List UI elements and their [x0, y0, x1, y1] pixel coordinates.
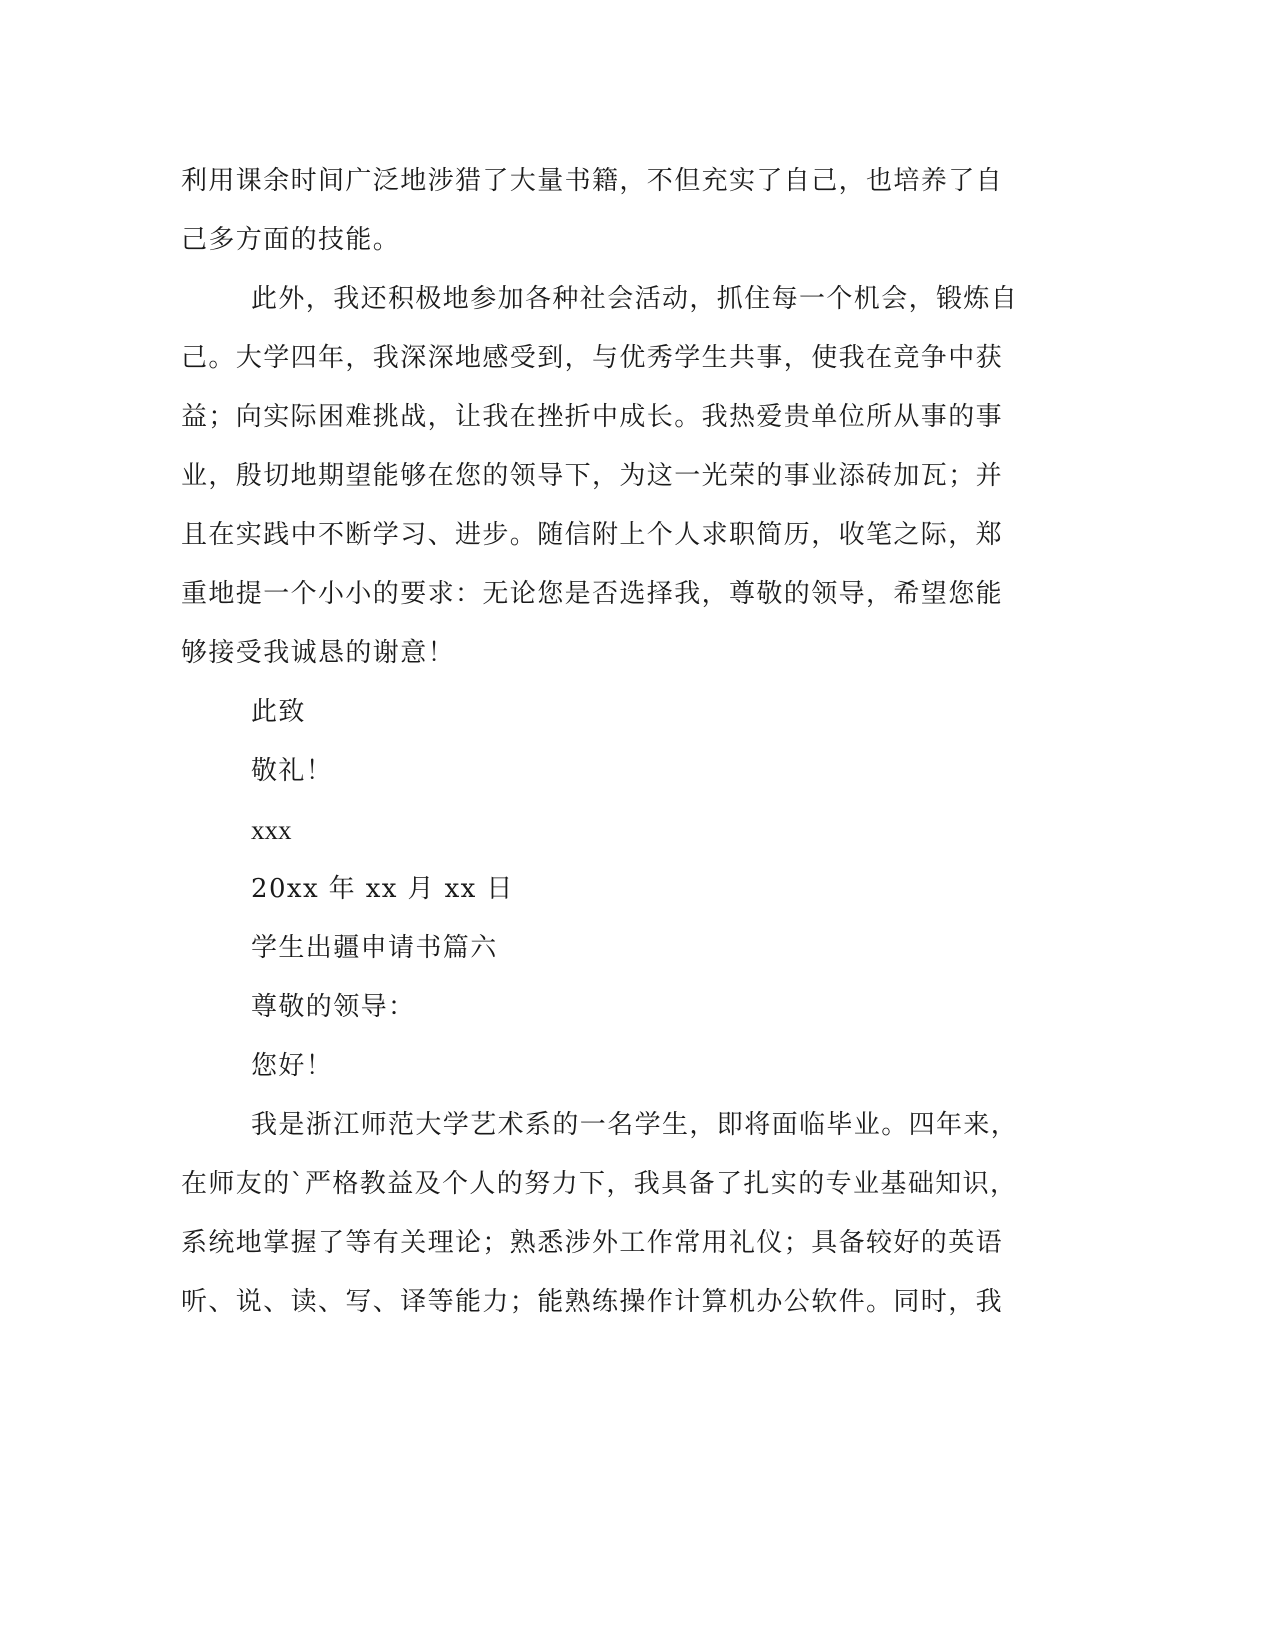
letter-greeting: 尊敬的领导：	[251, 992, 416, 1022]
text-line: 业，殷切地期望能够在您的领导下，为这一光荣的事业添砖加瓦；并	[181, 461, 1004, 491]
letter-hello: 您好！	[251, 1051, 334, 1081]
signature-name: xxx	[251, 815, 292, 845]
closing-regards: 敬礼！	[251, 756, 334, 786]
text-line: 在师友的`严格教益及个人的努力下，我具备了扎实的专业基础知识，	[181, 1169, 1018, 1199]
closing-salutation: 此致	[251, 697, 306, 727]
text-line: 益；向实际困难挑战，让我在挫折中成长。我热爱贵单位所从事的事	[181, 402, 1004, 432]
text-line: 利用课余时间广泛地涉猎了大量书籍，不但充实了自己，也培养了自	[181, 166, 1004, 196]
signature-date: 20xx 年 xx 月 xx 日	[251, 874, 514, 904]
text-line: 听、说、读、写、译等能力；能熟练操作计算机办公软件。同时，我	[181, 1287, 1004, 1317]
paragraph-start-line: 此外，我还积极地参加各种社会活动，抓住每一个机会，锻炼自	[251, 284, 1019, 314]
section-heading: 学生出疆申请书篇六	[251, 933, 498, 963]
text-line: 够接受我诚恳的谢意！	[181, 638, 456, 668]
text-line: 系统地掌握了等有关理论；熟悉涉外工作常用礼仪；具备较好的英语	[181, 1228, 1004, 1258]
text-line: 且在实践中不断学习、进步。随信附上个人求职简历，收笔之际，郑	[181, 520, 1004, 550]
text-line: 己多方面的技能。	[181, 225, 401, 255]
text-line: 己。大学四年，我深深地感受到，与优秀学生共事，使我在竞争中获	[181, 343, 1004, 373]
letter-body	[181, 158, 1026, 1338]
paragraph-start-line: 我是浙江师范大学艺术系的一名学生，即将面临毕业。四年来，	[251, 1110, 1019, 1140]
text-line: 重地提一个小小的要求：无论您是否选择我，尊敬的领导，希望您能	[181, 579, 1004, 609]
